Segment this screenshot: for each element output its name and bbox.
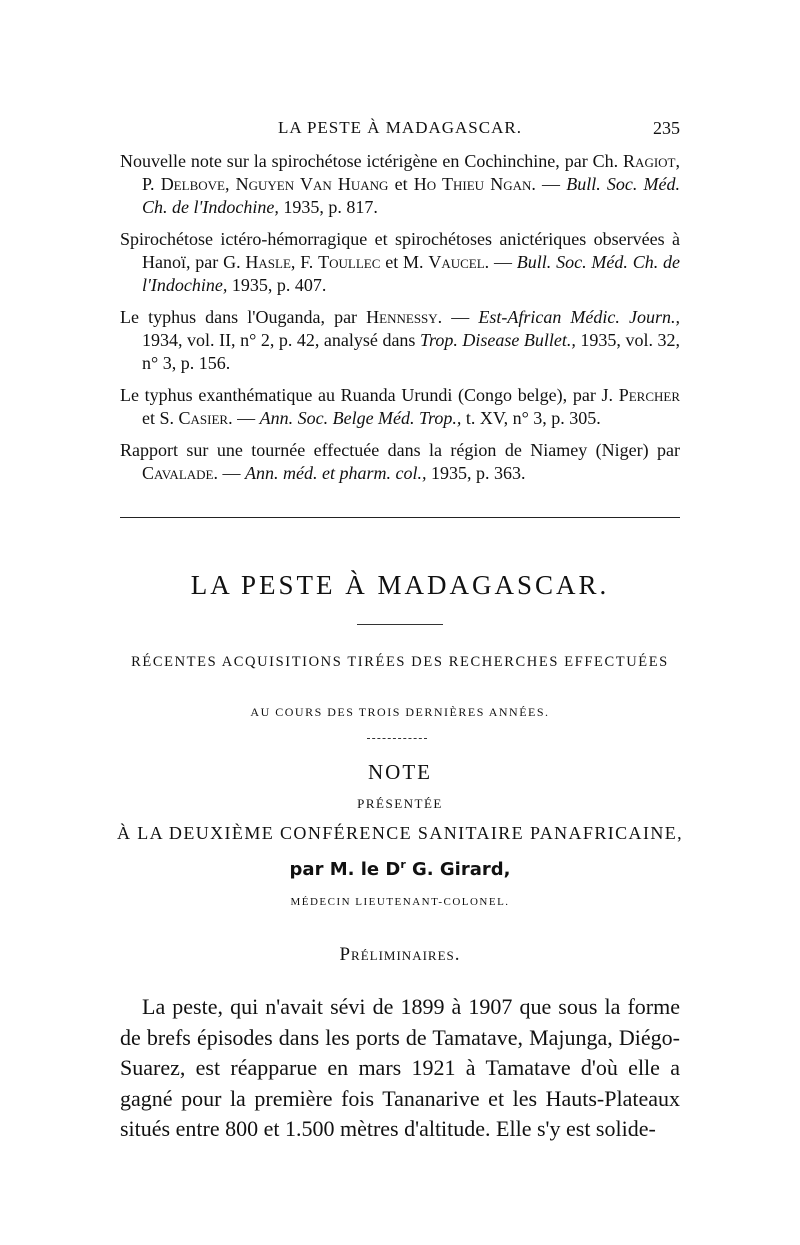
reference-item: Spirochétose ictéro-hémorragique et spirochétoses anictériques observées à Hanoï, par G. Hasle, F. Toullec et M. Vaucel. — Bull. Soc. Méd. Ch. de l'Indochine, 1935, p. 407.: [120, 229, 680, 295]
section-divider: [120, 517, 680, 518]
author-line: par M. le $D^r$ G. Girard,: [289, 858, 511, 880]
conference-name: À LA DEUXIÈME CONFÉRENCE SANITAIRE PANAFRICAINE,: [116, 823, 684, 843]
running-title: LA PESTE À MADAGASCAR.: [278, 118, 522, 137]
reference-item: Rapport sur une tournée effectuée dans la région de Niamey (Niger) par Cavalade. — Ann. méd. et pharm. col., 1935, p. 363.: [120, 440, 680, 483]
bibliography-list: [120, 150, 680, 494]
page-number: 235: [653, 118, 680, 138]
presentee-label: PRÉSENTÉE: [357, 796, 443, 811]
author-rank: MÉDECIN LIEUTENANT-COLONEL.: [290, 896, 510, 908]
title-divider: [357, 624, 443, 625]
subtitle-divider: [367, 738, 427, 739]
reference-item: Le typhus exanthématique au Ruanda Urundi (Congo belge), par J. Percher et S. Casier. — Ann. Soc. Belge Méd. Trop., t. XV, n° 3, p. 305.: [120, 385, 680, 428]
subtitle-line-2: AU COURS DES TROIS DERNIÈRES ANNÉES.: [250, 705, 550, 719]
body-paragraph: La peste, qui n'avait sévi de 1899 à 1907 que sous la forme de brefs épisodes dans les ports de Tamatave, Majunga, Diégo-Suarez, est réapparue en mars 1921 à Tamatave d'où elle a gagné pour la première fois Tananarive et les Hauts-Plateaux situés entre 800 et 1.500 mètres d'altitude. Elle s'y est solide-: [120, 994, 680, 1141]
reference-item: Le typhus dans l'Ouganda, par Hennessy. — Est-African Médic. Journ., 1934, vol. II, n° 2, p. 42, analysé dans Trop. Disease Bullet., 1935, vol. 32, n° 3, p. 156.: [120, 307, 680, 373]
reference-item: Nouvelle note sur la spirochétose ictérigène en Cochinchine, par Ch. Ragiot, P. Delbove, Nguyen Van Huang et Ho Thieu Ngan. — Bull. Soc. Méd. Ch. de l'Indochine, 1935, p. 817.: [120, 151, 680, 217]
article-title: LA PESTE À MADAGASCAR.: [190, 570, 610, 600]
subtitle-line-1: RÉCENTES ACQUISITIONS TIRÉES DES RECHERCHES EFFECTUÉES: [131, 654, 669, 670]
section-heading: Préliminaires.: [339, 944, 461, 965]
note-heading: NOTE: [368, 760, 432, 784]
running-head: [120, 118, 680, 142]
